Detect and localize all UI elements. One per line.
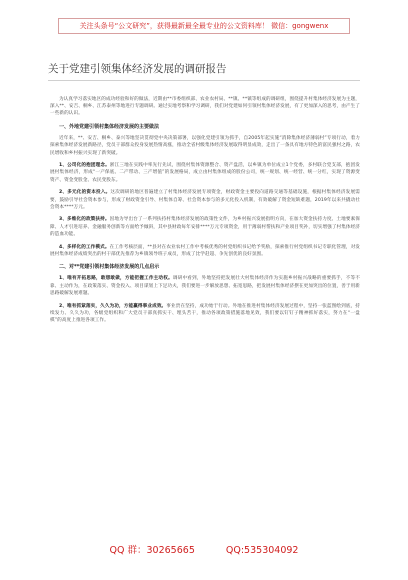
section-heading-1: 一、外地党建引领村集体经济发展的主要做法 xyxy=(59,124,160,131)
point-lead: 3、多维化的政策扶持。 xyxy=(59,217,110,223)
page-title: 关于党建引领集体经济发展的调研报告 xyxy=(48,63,227,75)
qq-group-number: QQ 群：30265665 xyxy=(109,545,195,556)
point-paragraph-2 xyxy=(50,189,360,211)
point-paragraph-4 xyxy=(50,244,360,258)
point-paragraph-6 xyxy=(50,303,360,325)
point-lead: 2、多元化的资本投入。 xyxy=(59,190,111,196)
report-body xyxy=(50,96,360,330)
point-text: 在工作考核层面，**县对在农业农村工作中考核优秀的村党组织书记给予奖励，探索推行村党组织书记专职化管理，对发展村集体经济成绩突出的村干部优先推荐为乡镇领导班子成员，形成了比学赶超、争先创优的良好氛围。 xyxy=(50,244,360,257)
point-text: 调研中看到，外地坚持把发展壮大村集体经济作为实施乡村振兴战略的重要抓手，不等不靠、主动作为，在政策落实、资金投入、项目谋划上下足功夫，我们要进一步解放思想、拓宽思路，把发展村集体经济摆在更加突出的位置，善于用新思路破解发展难题。 xyxy=(50,276,360,296)
point-paragraph-1 xyxy=(50,162,360,184)
point-lead: 1、唯有开拓思路，敢想敢做，方能把握工作主动权。 xyxy=(59,276,173,282)
title-divider xyxy=(48,80,360,81)
page-footer xyxy=(0,544,408,558)
point-text: 因地为导出台了一系列扶持村集体经济发展的政策性文件，为乡村振兴发展指明方向，在加大资金扶持力度、土地要素保障、人才引进培养、金融服务创新等方面给予倾斜，其中县财政每年安排****万元专项资金，用于薄弱村帮扶和产业项目奖补，切实增强了村集体经济的造血功能。 xyxy=(50,217,360,237)
point-text: 事业贵在坚持，成功始于行动。外地在推进村集体经济发展过程中，坚持一张蓝图绘到底，持续发力、久久为功，各级党组织和广大党员干部真抓实干、埋头苦干，推动各项政策措施落地见效，我们要以钉钉子精神抓好落实，努力在“一盘棋”的高度上推进各项工作。 xyxy=(50,303,361,323)
point-text: 浙江三地在实践中率先行先试，围绕村集体资源整合、资产盘活，以乡镇为单位成立1个党委，多村联合党支部，抱团发展村集体经济，形成“一产保底、二产带动、三产增值”的发展格局，成立由村集体组成的股份公司，统一规划、统一经营、统一分红，实现了资源变资产、资金变股金、农民变股东。 xyxy=(50,163,360,183)
point-lead: 4、多样化的工作模式。 xyxy=(59,244,110,250)
point-paragraph-3 xyxy=(50,216,360,238)
point-lead: 2、唯有抓紧落实，久久为功，方能赢得事业成效。 xyxy=(59,303,167,309)
body-paragraph: 近年来，**、安吉、桐乡、泰兴等地坚决贯彻党中央决策部署，以强化党建引领为抓手，自2005年起实施“消除集体经济薄弱村”专项行动，着力探索集体经济发展新路径，党员干部群众投身发展热情高涨，推动全省村级集体经济发展取得明显成效，走出了一条具有地方特色的富民强村之路，农民增收和乡村振兴实现了新突破。 xyxy=(50,136,360,156)
point-paragraph-5 xyxy=(50,275,360,297)
point-text: 这次调研的地区普遍建立了村集体经济发展专项资金，财政资金主要投向道路交通等基础设施，根据村集体经济发展需要，鼓励引导社会资本参与，形成了财政资金引导、村集体自筹、社会资本参与的多元化投入机制，有效破解了资金短缺难题，2019年以来共撬动社会资本****万元。 xyxy=(50,190,360,210)
promo-banner: 关注头条号“公文研究”，获得最新最全最专业的公文资料库！ 微信：gongwenx xyxy=(58,18,350,34)
point-lead: 1、公司化的抱团理念。 xyxy=(59,163,110,169)
section-heading-2: 二、对**党建引领村集体经济发展的几点启示 xyxy=(59,264,160,271)
qq-number: QQ:535304092 xyxy=(225,545,299,556)
intro-paragraph: 为认真学习落实地区的成功经验和好的做法，近期由**市委组织部、农业农村局、**镇、**镇等组成的调研组，围绕提升村集体经济发展为主题，深入**、安吉、桐乡、江苏泰州等地进行专题调研。通过实地考察和学习调研，我们对党建如何引领村集体经济发展，有了更加深入的思考，由产生了一些新的认识。 xyxy=(50,97,360,117)
